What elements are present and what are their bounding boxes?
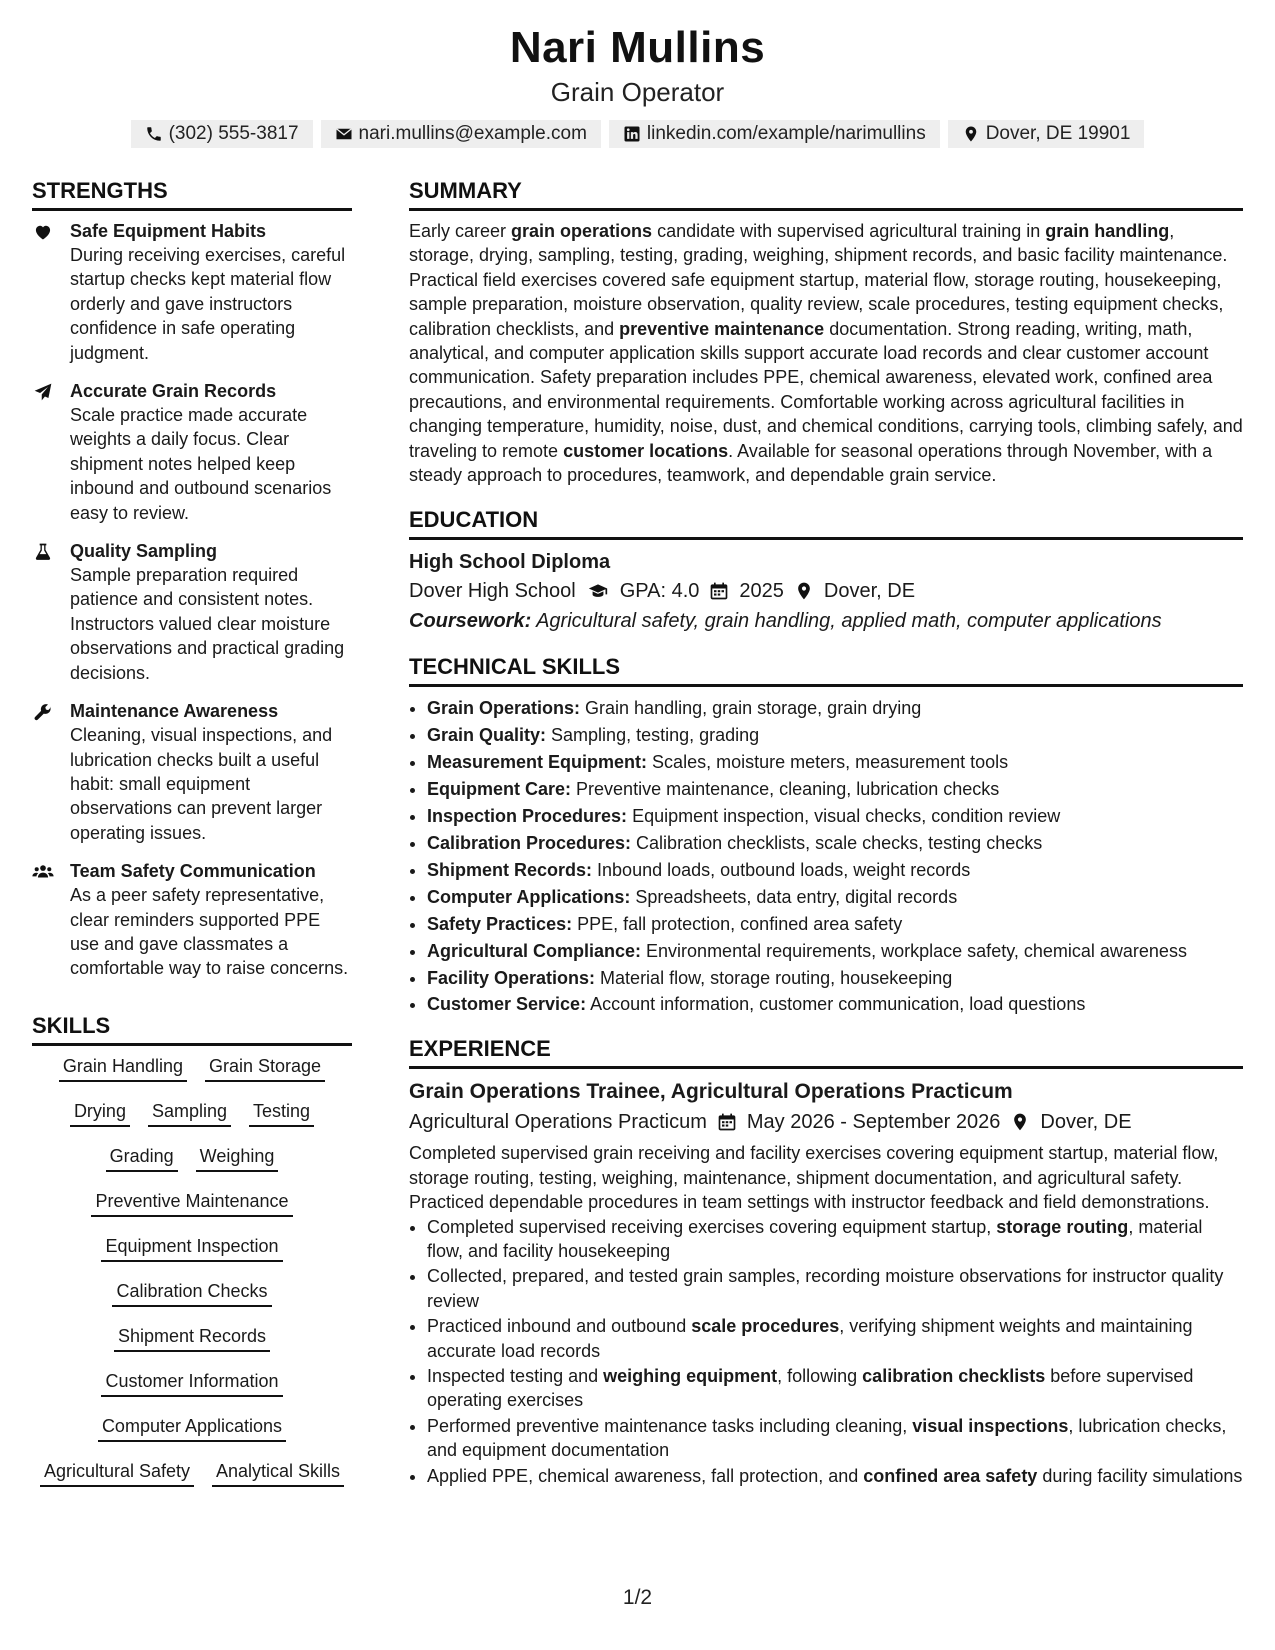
tech-label: Computer Applications: bbox=[427, 886, 631, 907]
users-icon bbox=[32, 862, 54, 882]
list-item bbox=[427, 965, 1243, 992]
job-bullets bbox=[409, 1215, 1243, 1488]
tech-label: Facility Operations: bbox=[427, 967, 596, 988]
tech-label: Customer Service: bbox=[427, 994, 587, 1015]
bullet-text: before supervised operating exercises bbox=[427, 1366, 1194, 1411]
bullet-keyword: confined area safety bbox=[863, 1465, 1038, 1486]
strength-desc: Sample preparation required patience and consistent notes. Instructors valued clear moisture observations and practical grading decisions. bbox=[70, 565, 345, 683]
bullet-keyword: visual inspections bbox=[912, 1415, 1069, 1436]
list-item bbox=[427, 803, 1243, 830]
skill-tag: Grain Handling bbox=[59, 1054, 187, 1082]
list-item bbox=[427, 1414, 1243, 1463]
bullet-text: Completed supervised receiving exercises covering equipment startup, bbox=[427, 1216, 997, 1237]
technical-skills-list bbox=[409, 695, 1243, 1018]
skill-tag: Agricultural Safety bbox=[40, 1459, 194, 1487]
tech-label: Equipment Care: bbox=[427, 779, 572, 800]
skill-tag: Equipment Inspection bbox=[101, 1234, 282, 1262]
bullet-text: Performed preventive maintenance tasks including cleaning, bbox=[427, 1415, 913, 1436]
bullet-text: Practiced inbound and outbound bbox=[427, 1316, 692, 1337]
phone-text: (302) 555-3817 bbox=[168, 123, 299, 144]
list-item bbox=[427, 1364, 1243, 1413]
tech-value: PPE, fall protection, confined area safety bbox=[572, 913, 903, 934]
education-school: Dover High School bbox=[409, 580, 576, 603]
skill-tag: Grading bbox=[106, 1144, 178, 1172]
phone-icon bbox=[145, 125, 163, 143]
resume-header bbox=[0, 20, 1275, 148]
skills-title: SKILLS bbox=[32, 1011, 352, 1046]
list-item bbox=[427, 857, 1243, 884]
tech-label: Calibration Procedures: bbox=[427, 833, 632, 853]
list-item bbox=[427, 722, 1243, 749]
bullet-keyword: scale procedures bbox=[691, 1316, 840, 1337]
strength-title: Quality Sampling bbox=[70, 541, 218, 562]
strength-desc: Cleaning, visual inspections, and lubrication checks built a useful habit: small equipment observations can prevent larger operating issues. bbox=[70, 725, 333, 843]
calendar-icon bbox=[709, 581, 729, 601]
summary-keyword: grain operations bbox=[511, 221, 653, 241]
summary-segment: Early career bbox=[409, 221, 512, 241]
linkedin-text: linkedin.com/example/narimullins bbox=[646, 123, 926, 144]
bullet-keyword: weighing equipment bbox=[603, 1366, 778, 1386]
email-text: nari.mullins@example.com bbox=[358, 123, 587, 144]
summary-title: SUMMARY bbox=[409, 176, 1243, 211]
coursework-text: Agricultural safety, grain handling, applied math, computer applications bbox=[531, 610, 1162, 633]
tech-value: Account information, customer communication, load questions bbox=[586, 994, 1086, 1015]
summary-keyword: grain handling bbox=[1045, 221, 1170, 241]
summary-keyword: customer locations bbox=[563, 440, 729, 461]
summary-segment: candidate with supervised agricultural training in bbox=[652, 221, 1046, 241]
skill-tag: Grain Storage bbox=[205, 1054, 325, 1082]
tech-label: Measurement Equipment: bbox=[427, 752, 648, 773]
wrench-icon bbox=[32, 702, 54, 722]
strength-item bbox=[32, 379, 352, 525]
tech-value: Material flow, storage routing, housekeeping bbox=[595, 967, 953, 988]
paper-plane-icon bbox=[32, 382, 54, 402]
coursework-label: Coursework: bbox=[409, 610, 532, 633]
skill-tag: Shipment Records bbox=[114, 1324, 270, 1352]
contact-bar bbox=[0, 120, 1275, 148]
tech-value: Inbound loads, outbound loads, weight records bbox=[592, 859, 971, 880]
right-column bbox=[409, 176, 1243, 1489]
map-pin-icon bbox=[1010, 1112, 1030, 1132]
list-item bbox=[427, 1264, 1243, 1313]
list-item bbox=[427, 1314, 1243, 1363]
strength-desc: As a peer safety representative, clear reminders supported PPE use and gave classmates a comfortable way to raise concerns. bbox=[70, 885, 349, 979]
list-item bbox=[427, 911, 1243, 938]
bullet-text: during facility simulations bbox=[1037, 1465, 1243, 1486]
tech-value: Scales, moisture meters, measurement tools bbox=[647, 752, 1009, 773]
job-dates: May 2026 - September 2026 bbox=[746, 1111, 1001, 1134]
strengths-title: STRENGTHS bbox=[32, 176, 352, 211]
tech-label: Grain Operations: bbox=[427, 698, 581, 719]
skill-tag: Testing bbox=[249, 1099, 314, 1127]
contact-location bbox=[948, 120, 1145, 148]
education-location: Dover, DE bbox=[823, 580, 916, 603]
tech-value: Grain handling, grain storage, grain drying bbox=[580, 698, 922, 719]
skill-tag: Weighing bbox=[196, 1144, 279, 1172]
tech-value: Preventive maintenance, cleaning, lubrication checks bbox=[571, 779, 1000, 800]
education-coursework bbox=[409, 606, 1243, 636]
envelope-icon bbox=[335, 125, 353, 143]
tech-value: Environmental requirements, workplace safety, chemical awareness bbox=[641, 940, 1187, 961]
education-details bbox=[409, 576, 1243, 606]
list-item bbox=[427, 1215, 1243, 1264]
list-item bbox=[427, 776, 1243, 803]
bullet-text: , verifying shipment weights and maintaining accurate load records bbox=[427, 1316, 1193, 1361]
strength-item bbox=[32, 219, 352, 365]
tech-label: Inspection Procedures: bbox=[427, 806, 628, 827]
summary-segment: , storage, drying, sampling, testing, grading, weighing, shipment records, and basic facility maintenance. Practical field exercises covered safe equipment startup, material flow, storage routing, housekeeping, sample preparation, moisture observation, quality review, scale procedures, testing equipment checks, calibration checklists, and bbox=[409, 221, 1228, 339]
calendar-icon bbox=[717, 1112, 737, 1132]
tech-label: Shipment Records: bbox=[427, 859, 593, 880]
left-column bbox=[32, 176, 352, 1504]
tech-value: Sampling, testing, grading bbox=[546, 725, 760, 746]
education-degree: High School Diploma bbox=[409, 551, 611, 574]
job-title: Grain Operations Trainee, Agricultural Operations Practicum bbox=[409, 1080, 1013, 1104]
contact-phone[interactable] bbox=[131, 120, 313, 148]
bullet-keyword: calibration checklists bbox=[862, 1366, 1046, 1386]
skill-tag: Drying bbox=[70, 1099, 130, 1127]
skills-tags bbox=[32, 1054, 352, 1487]
tech-label: Agricultural Compliance: bbox=[427, 940, 642, 961]
graduation-cap-icon bbox=[586, 581, 610, 601]
bullet-text: , lubrication checks, and equipment documentation bbox=[427, 1415, 1227, 1461]
bullet-text: Applied PPE, chemical awareness, fall protection, and bbox=[427, 1465, 864, 1486]
strength-title: Safe Equipment Habits bbox=[70, 221, 267, 241]
contact-linkedin[interactable] bbox=[609, 120, 940, 148]
bullet-text: Collected, prepared, and tested grain samples, recording moisture observations for instructor quality review bbox=[427, 1266, 1224, 1311]
tech-value: Equipment inspection, visual checks, condition review bbox=[627, 806, 1061, 827]
strength-item bbox=[32, 699, 352, 845]
job-org: Agricultural Operations Practicum bbox=[409, 1111, 707, 1134]
list-item bbox=[427, 938, 1243, 965]
flask-icon bbox=[32, 542, 54, 562]
skill-tag: Preventive Maintenance bbox=[91, 1189, 292, 1217]
page-number: 1/2 bbox=[622, 1586, 653, 1609]
strength-item bbox=[32, 539, 352, 685]
summary-segment: documentation. Strong reading, writing, math, analytical, and computer application skills support accurate load records and clear customer account communication. Safety preparation includes PPE, chemical awareness, elevated work, confined area precautions, and environmental requirements. Comfortable working across agricultural facilities in changing temperature, humidity, noise, dust, and chemical conditions, carrying tools, climbing safely, and traveling to remote bbox=[409, 318, 1243, 461]
tech-value: Spreadsheets, data entry, digital records bbox=[630, 886, 958, 907]
map-pin-icon bbox=[962, 125, 980, 143]
tech-label: Grain Quality: bbox=[427, 725, 547, 746]
strength-desc: Scale practice made accurate weights a daily focus. Clear shipment notes helped keep inbound and outbound scenarios easy to review. bbox=[70, 405, 332, 523]
list-item bbox=[427, 830, 1243, 857]
strength-title: Accurate Grain Records bbox=[70, 381, 277, 402]
strength-item bbox=[32, 859, 352, 981]
list-item bbox=[427, 991, 1243, 1018]
location-text: Dover, DE 19901 bbox=[985, 123, 1131, 144]
education-title: EDUCATION bbox=[409, 505, 1243, 540]
map-pin-icon bbox=[794, 581, 814, 601]
job-location: Dover, DE bbox=[1040, 1111, 1132, 1134]
bullet-text: Inspected testing and bbox=[427, 1366, 604, 1386]
candidate-name: Nari Mullins bbox=[509, 23, 766, 72]
tech-label: Safety Practices: bbox=[427, 913, 573, 934]
job-description: Completed supervised grain receiving and facility exercises covering equipment startup, material flow, storage routing, testing, weighing, maintenance, shipment documentation, and agricultural safety. Practiced dependable procedures in team settings with instructor feedback and field demonstrations. bbox=[409, 1143, 1219, 1213]
list-item bbox=[427, 1464, 1243, 1488]
list-item bbox=[427, 695, 1243, 722]
job-meta bbox=[409, 1107, 1243, 1137]
skill-tag: Computer Applications bbox=[98, 1414, 286, 1442]
technical-skills-title: TECHNICAL SKILLS bbox=[409, 652, 1243, 687]
summary-text bbox=[409, 219, 1243, 487]
skill-tag: Customer Information bbox=[101, 1369, 282, 1397]
strength-desc: During receiving exercises, careful startup checks kept material flow orderly and gave instructors confidence in safe operating judgment. bbox=[70, 245, 346, 363]
strength-title: Team Safety Communication bbox=[70, 861, 316, 882]
bullet-text: , following bbox=[777, 1366, 863, 1386]
heart-icon bbox=[32, 222, 54, 242]
tech-value: Calibration checklists, scale checks, testing checks bbox=[631, 833, 1043, 853]
experience-title: EXPERIENCE bbox=[409, 1034, 1243, 1069]
summary-keyword: preventive maintenance bbox=[619, 318, 825, 339]
education-year: 2025 bbox=[739, 580, 784, 603]
linkedin-icon bbox=[623, 125, 641, 143]
education-gpa: GPA: 4.0 bbox=[619, 580, 700, 603]
bullet-keyword: storage routing bbox=[996, 1216, 1129, 1237]
list-item bbox=[427, 884, 1243, 911]
list-item bbox=[427, 749, 1243, 776]
bullet-text: , material flow, and facility housekeeping bbox=[427, 1216, 1203, 1261]
skill-tag: Analytical Skills bbox=[212, 1459, 344, 1487]
candidate-role: Grain Operator bbox=[550, 77, 725, 107]
summary-segment: . Available for seasonal operations through November, with a steady approach to procedures, teamwork, and dependable grain service. bbox=[409, 440, 1213, 486]
strength-title: Maintenance Awareness bbox=[70, 701, 279, 722]
skill-tag: Sampling bbox=[148, 1099, 231, 1127]
contact-email[interactable] bbox=[321, 120, 601, 148]
skill-tag: Calibration Checks bbox=[112, 1279, 271, 1307]
